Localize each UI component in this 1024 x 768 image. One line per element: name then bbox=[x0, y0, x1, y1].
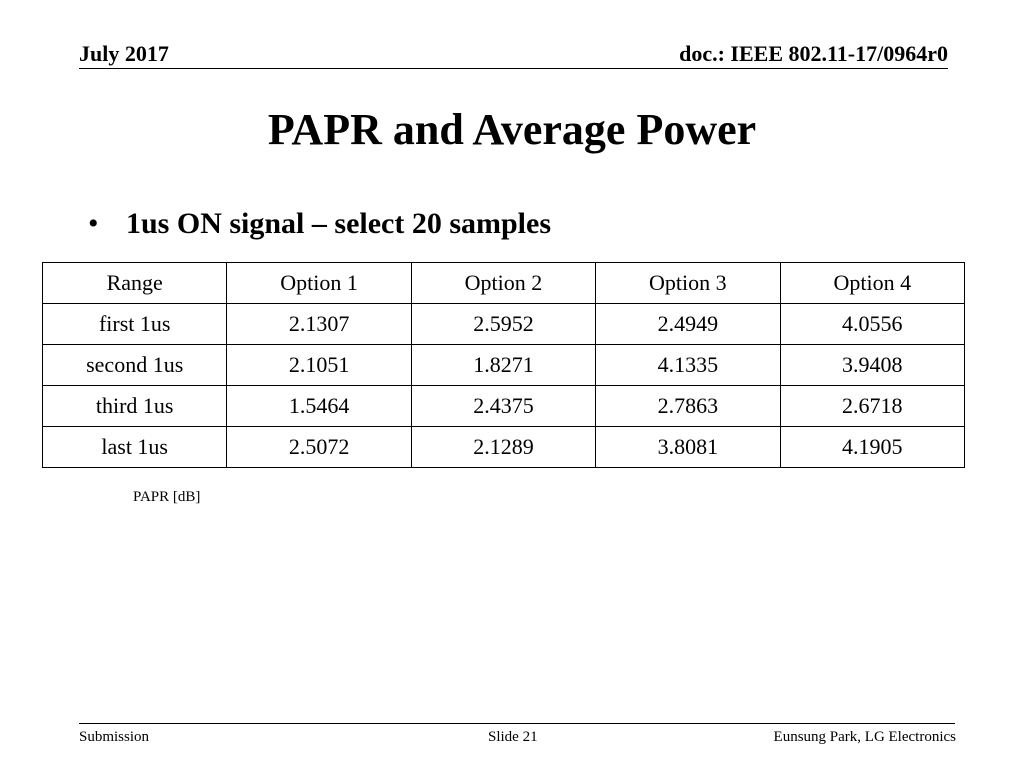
table-row bbox=[43, 304, 965, 345]
table-cell: 3.8081 bbox=[596, 427, 780, 468]
table-cell-range: third 1us bbox=[43, 386, 227, 427]
table-cell-range: second 1us bbox=[43, 345, 227, 386]
header-cell-option-2: Option 2 bbox=[411, 263, 595, 304]
header-cell-option-1: Option 1 bbox=[227, 263, 411, 304]
table-cell: 2.1051 bbox=[227, 345, 411, 386]
table-cell: 4.0556 bbox=[780, 304, 964, 345]
footer-slide-number: Slide 21 bbox=[488, 729, 538, 745]
header-doc-id: doc.: IEEE 802.11-17/0964r0 bbox=[679, 41, 948, 66]
table-cell: 3.9408 bbox=[780, 345, 964, 386]
footer-divider bbox=[79, 723, 955, 724]
bullet-text: 1us ON signal – select 20 samples bbox=[126, 207, 552, 240]
table-cell: 2.4375 bbox=[411, 386, 595, 427]
footer-submission: Submission bbox=[79, 729, 150, 745]
bullet-point bbox=[88, 205, 551, 243]
table-cell: 2.5072 bbox=[227, 427, 411, 468]
table-row bbox=[43, 427, 965, 468]
table-cell: 2.5952 bbox=[411, 304, 595, 345]
table-cell: 1.5464 bbox=[227, 386, 411, 427]
table-cell: 1.8271 bbox=[411, 345, 595, 386]
table-caption: PAPR [dB] bbox=[133, 489, 201, 505]
table-cell: 2.1289 bbox=[411, 427, 595, 468]
table-cell: 2.4949 bbox=[596, 304, 780, 345]
table-cell-range: last 1us bbox=[43, 427, 227, 468]
table-cell: 2.7863 bbox=[596, 386, 780, 427]
table-cell: 4.1905 bbox=[780, 427, 964, 468]
header-cell-option-4: Option 4 bbox=[780, 263, 964, 304]
header-date: July 2017 bbox=[79, 41, 169, 66]
slide-title: PAPR and Average Power bbox=[267, 105, 757, 154]
header-divider bbox=[79, 68, 948, 69]
table-cell: 2.6718 bbox=[780, 386, 964, 427]
table-header-row bbox=[43, 263, 965, 304]
table-row bbox=[43, 386, 965, 427]
header-cell-range: Range bbox=[43, 263, 227, 304]
table-cell: 4.1335 bbox=[596, 345, 780, 386]
footer-author: Eunsung Park, LG Electronics bbox=[773, 729, 956, 745]
header-cell-option-3: Option 3 bbox=[596, 263, 780, 304]
table-cell: 2.1307 bbox=[227, 304, 411, 345]
bullet-marker: • bbox=[88, 207, 99, 240]
table-row bbox=[43, 345, 965, 386]
papr-table bbox=[42, 262, 965, 468]
table-cell-range: first 1us bbox=[43, 304, 227, 345]
